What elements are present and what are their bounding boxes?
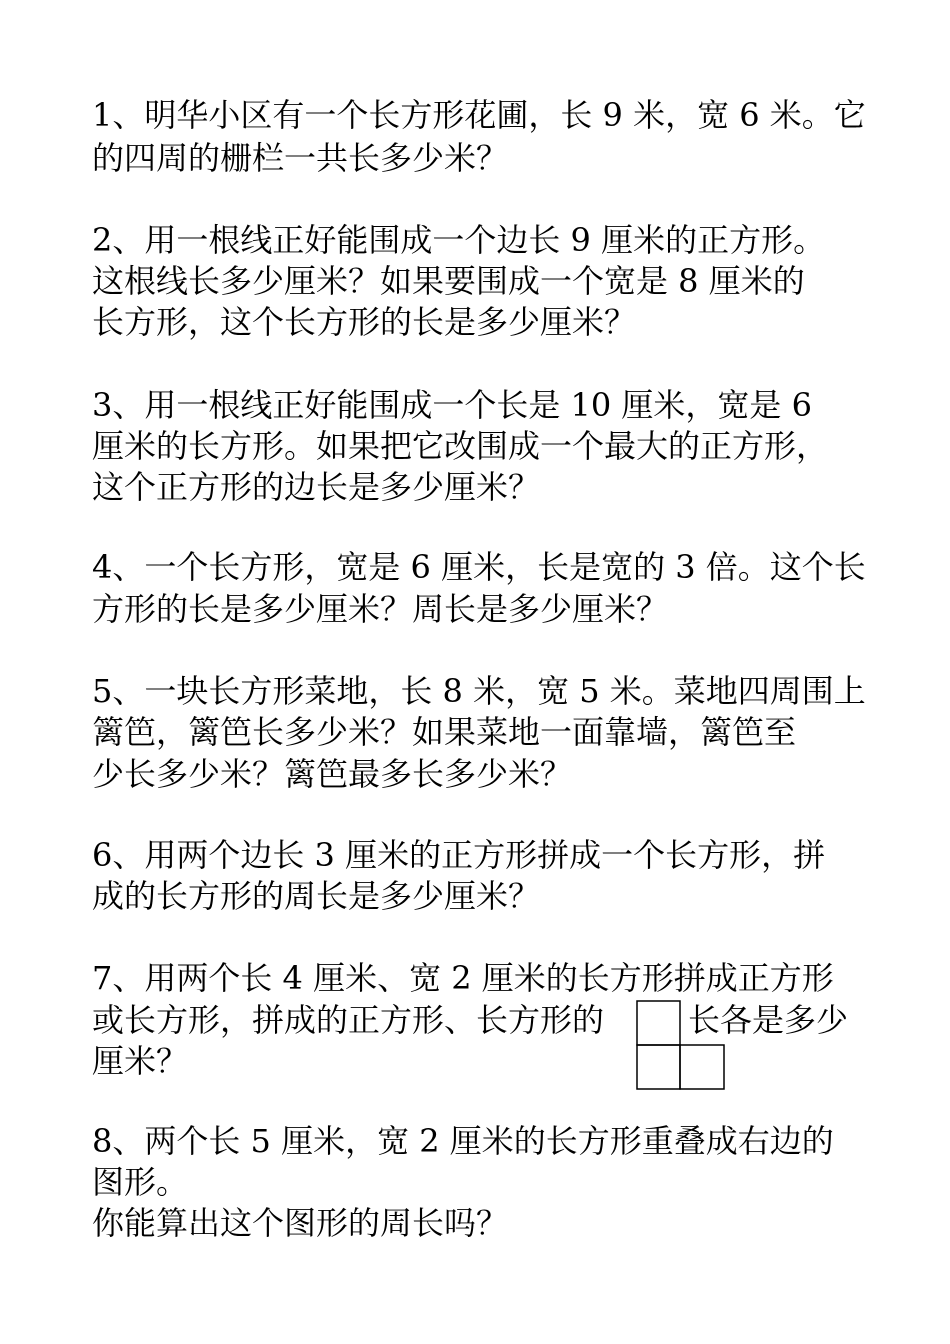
problem-7-line-1: 7、用两个长 4 厘米、宽 2 厘米的长方形拼成正方形 <box>92 959 834 997</box>
figure-bottom-right-square <box>680 1045 724 1089</box>
problem-2-line-1: 2、用一根线正好能围成一个边长 9 厘米的正方形。 <box>92 221 826 259</box>
problem-4-line-2: 方形的长是多少厘米？周长是多少厘米？ <box>92 590 669 628</box>
problem-8-line-2: 图形。 <box>92 1163 189 1201</box>
figure-bottom-left-square <box>637 1045 680 1089</box>
overlap-rectangles-figure <box>636 1000 726 1090</box>
problem-6-line-2: 成的长方形的周长是多少厘米？ <box>92 877 541 915</box>
problem-1-line-2: 的四周的栅栏一共长多少米？ <box>92 139 509 177</box>
problem-8-line-3: 你能算出这个图形的周长吗？ <box>92 1204 509 1242</box>
problem-1-line-1: 1、明华小区有一个长方形花圃，长 9 米，宽 6 米。它 <box>92 96 866 134</box>
problem-5-line-3: 少长多少米？篱笆最多长多少米？ <box>92 755 573 793</box>
problem-7-line-2a: 或长方形，拼成的正方形、长方形的 <box>92 1001 605 1039</box>
figure-top-square <box>637 1001 680 1045</box>
problem-8-line-1: 8、两个长 5 厘米，宽 2 厘米的长方形重叠成右边的 <box>92 1122 834 1160</box>
problem-4-line-1: 4、一个长方形，宽是 6 厘米，长是宽的 3 倍。这个长 <box>92 548 866 586</box>
problem-5-line-2: 篱笆，篱笆长多少米？如果菜地一面靠墙，篱笆至 <box>92 713 797 751</box>
problem-3-line-3: 这个正方形的边长是多少厘米？ <box>92 468 541 506</box>
problem-3-line-1: 3、用一根线正好能围成一个长是 10 厘米，宽是 6 <box>92 386 812 424</box>
problem-7-line-3: 厘米？ <box>92 1042 189 1080</box>
problem-6-line-1: 6、用两个边长 3 厘米的正方形拼成一个长方形，拼 <box>92 836 826 874</box>
problem-2-line-2: 这根线长多少厘米？如果要围成一个宽是 8 厘米的 <box>92 262 805 300</box>
problem-5-line-1: 5、一块长方形菜地，长 8 米，宽 5 米。菜地四周围上 <box>92 672 866 710</box>
problem-7-line-2b: 长各是多少 <box>688 1001 849 1039</box>
problem-3-line-2: 厘米的长方形。如果把它改围成一个最大的正方形， <box>92 427 829 465</box>
problem-2-line-3: 长方形，这个长方形的长是多少厘米？ <box>92 303 637 341</box>
